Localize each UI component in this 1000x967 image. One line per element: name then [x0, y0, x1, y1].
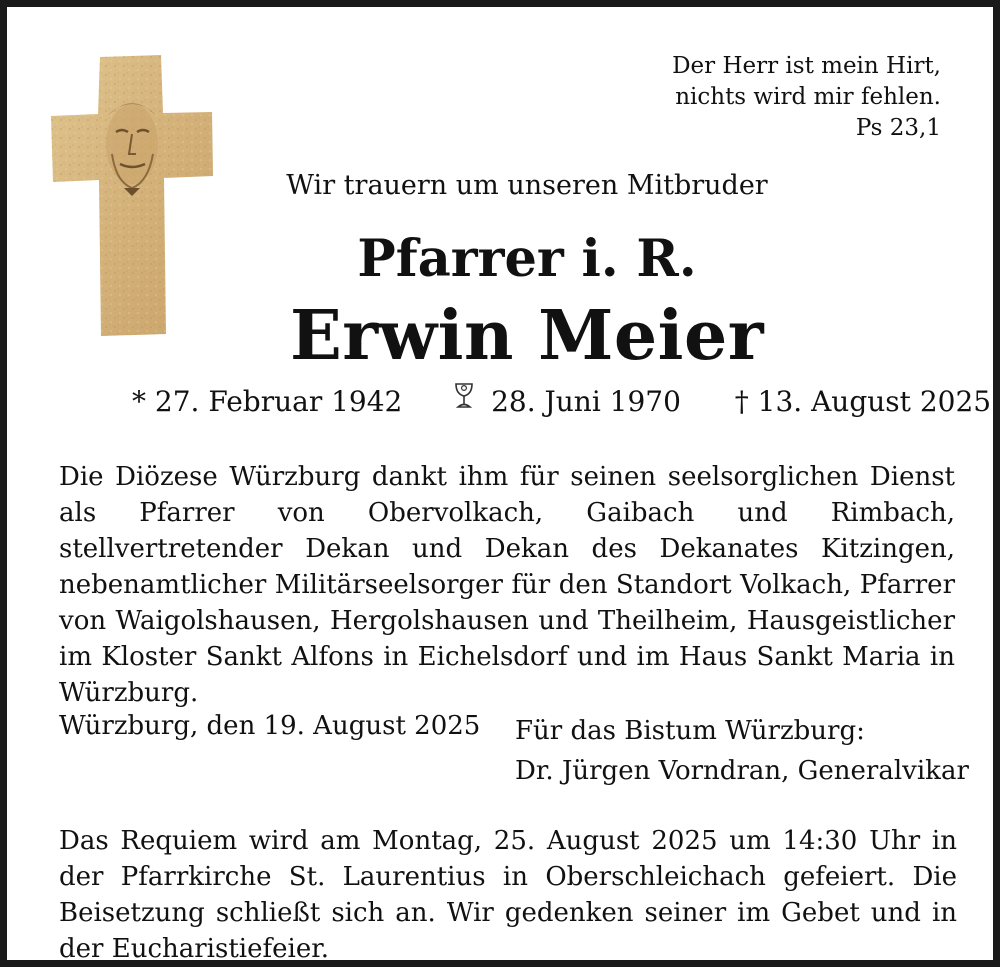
ordination-date: 28. Juni 1970 [491, 385, 681, 418]
psalm-reference: Ps 23,1 [855, 115, 941, 141]
psalm-quote [672, 51, 941, 144]
signature-block [515, 711, 969, 791]
psalm-line-1: Der Herr ist mein Hirt, [672, 53, 941, 79]
signer-line: Dr. Jürgen Vorndran, Generalvikar [515, 756, 969, 786]
deceased-title: Pfarrer i. R. [357, 229, 697, 289]
life-dates [132, 381, 991, 418]
chalice-icon [452, 381, 476, 409]
on-behalf-line: Für das Bistum Würzburg: [515, 716, 865, 746]
death-date: † 13. August 2025 [734, 385, 992, 418]
deceased-name: Erwin Meier [289, 296, 765, 376]
tribute-paragraph: Die Diözese Würzburg dankt ihm für seinen seelsorglichen Dienst als Pfarrer von Obervolkach, Gaibach und Rimbach, stellvertretender Dekan und Dekan des Dekanates Kitzingen, nebenamtlicher Militärseelsorger für den Standort Volkach, Pfarrer von Waigolshausen, Hergolshausen und Theilheim, Hausgeistlicher im Kloster Sankt Alfons in Eichelsdorf und im Haus Sankt Maria in Würzburg. [59, 462, 955, 708]
requiem-paragraph: Das Requiem wird am Montag, 25. August 2025 um 14:30 Uhr in der Pfarrkirche St. Laurentius in Oberschleichach gefeiert. Die Beisetzung schließt sich an. Wir gedenken seiner im Gebet und in der Eucharistiefeier. [59, 826, 957, 964]
mourning-line: Wir trauern um unseren Mitbruder [286, 170, 768, 201]
place-and-date: Würzburg, den 19. August 2025 [59, 711, 481, 741]
psalm-line-2: nichts wird mir fehlen. [675, 84, 941, 110]
birth-date: * 27. Februar 1942 [132, 385, 403, 418]
